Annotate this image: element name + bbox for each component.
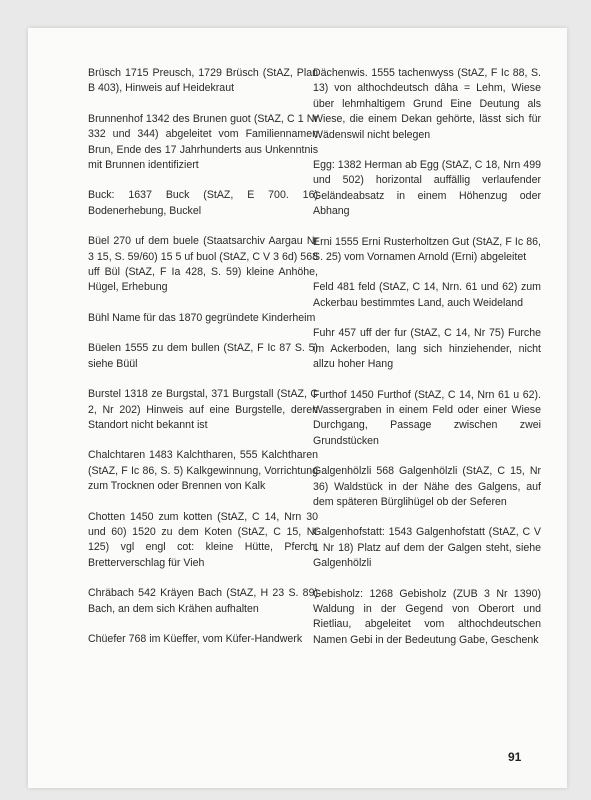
glossary-entry: Egg: 1382 Herman ab Egg (StAZ, C 18, Nrn 499 und 502) horizontal auffällig verlaufender Geländeabsatz in einem Höhenzug oder Abhang <box>313 159 541 218</box>
glossary-entry: Galgenhölzli 568 Galgenhölzli (StAZ, C 15, Nr 36) Waldstück in der Nähe des Galgens, auf dem späteren Bürglihügel ob der Seferen <box>313 465 541 508</box>
glossary-entry: Chüefer 768 im Küeffer, vom Küfer-Handwerk <box>88 632 303 645</box>
book-page <box>28 28 567 788</box>
glossary-entry: Büel 270 uf dem buele (Staatsarchiv Aargau Nr 3 15, S. 59/60) 15 5 uf buol (StAZ, C V 3 6d) 568 uff Bül (StAZ, F Ia 428, S. 59) kleine Anhöhe, Hügel, Erhebung <box>88 235 318 294</box>
left-column <box>88 66 318 662</box>
glossary-entry: Furthof 1450 Furthof (StAZ, C 14, Nrn 61 u 62). Wassergraben in einem Feld oder einer Wiese Durchgang, Passage zwischen zwei Grundstücken <box>313 388 541 447</box>
glossary-entry: Gebisholz: 1268 Gebisholz (ZUB 3 Nr 1390) Waldung in der Gegend von Oberort und Rietliau, abgeleitet vom althochdeutschen Namen Gebi in der Bedeutung Gabe, Geschenk <box>313 587 541 646</box>
glossary-entry: Brüsch 1715 Preusch, 1729 Brüsch (StAZ, Plan B 403), Hinweis auf Heidekraut <box>88 67 318 95</box>
glossary-entry: Dächenwis. 1555 tachenwyss (StAZ, F Ic 88, S. 13) von althochdeutsch dâha = Lehm, Wiese über lehmhaltigem Grund Eine Deutung als Wiese, die einem Dekan gehörte, lässt sich für Wädenswil nicht belegen <box>313 67 541 141</box>
glossary-entry: Galgenhofstatt: 1543 Galgenhofstatt (StAZ, C V 1 Nr 18) Platz auf dem der Galgen steht, siehe Galgenhölzli <box>313 526 541 570</box>
glossary-entry: Chotten 1450 zum kotten (StAZ, C 14, Nrn 30 und 60) 1520 zu dem Koten (StAZ, C 15, Nr 125) vgl engl cot: kleine Hütte, Pferch, Bretterverschlag für Vieh <box>88 510 318 569</box>
glossary-entry: Buck: 1637 Buck (StAZ, E 700. 16) Bodenerhebung, Buckel <box>88 189 318 217</box>
glossary-entry: Bühl Name für das 1870 gegründete Kinderheim <box>88 311 316 324</box>
right-column <box>313 66 541 663</box>
glossary-entry: Chalchtaren 1483 Kalchtharen, 555 Kalchtharen (StAZ, F Ic 86, S. 5) Kalkgewinnung, Vorrichtung zum Trocknen oder Brennen von Kalk <box>88 449 318 493</box>
glossary-entry: Feld 481 feld (StAZ, C 14, Nrn. 61 und 62) zum Ackerbau bestimmtes Land, auch Weideland <box>313 281 541 309</box>
glossary-entry: Brunnenhof 1342 des Brunen guot (StAZ, C 1 Nr 332 und 344) abgeleitet vom Familiennamen Brun, Ende des 17 Jahrhunderts aus Unkenntnis mit Brunnen identifiziert <box>88 112 318 172</box>
glossary-entry: Burstel 1318 ze Burgstal, 371 Burgstall (StAZ, C 2, Nr 202) Hinweis auf eine Burgstelle, deren Standort nicht bekannt ist <box>88 388 318 431</box>
glossary-entry: Erni 1555 Erni Rusterholtzen Gut (StAZ, F Ic 86, S. 25) vom Vornamen Arnold (Erni) abgeleitet <box>313 235 541 264</box>
glossary-entry: Fuhr 457 uff der fur (StAZ, C 14, Nr 75) Furche im Ackerboden, lang sich hinziehender, nicht allzu hoher Hang <box>313 327 541 371</box>
glossary-entry: Büelen 1555 zu dem bullen (StAZ, F Ic 87 S. 5) siehe Büül <box>88 342 318 370</box>
page-number: 91 <box>508 750 522 764</box>
glossary-entry: Chräbach 542 Kräyen Bach (StAZ, H 23 S. 89) Bach, an dem sich Krähen aufhalten <box>88 587 318 615</box>
